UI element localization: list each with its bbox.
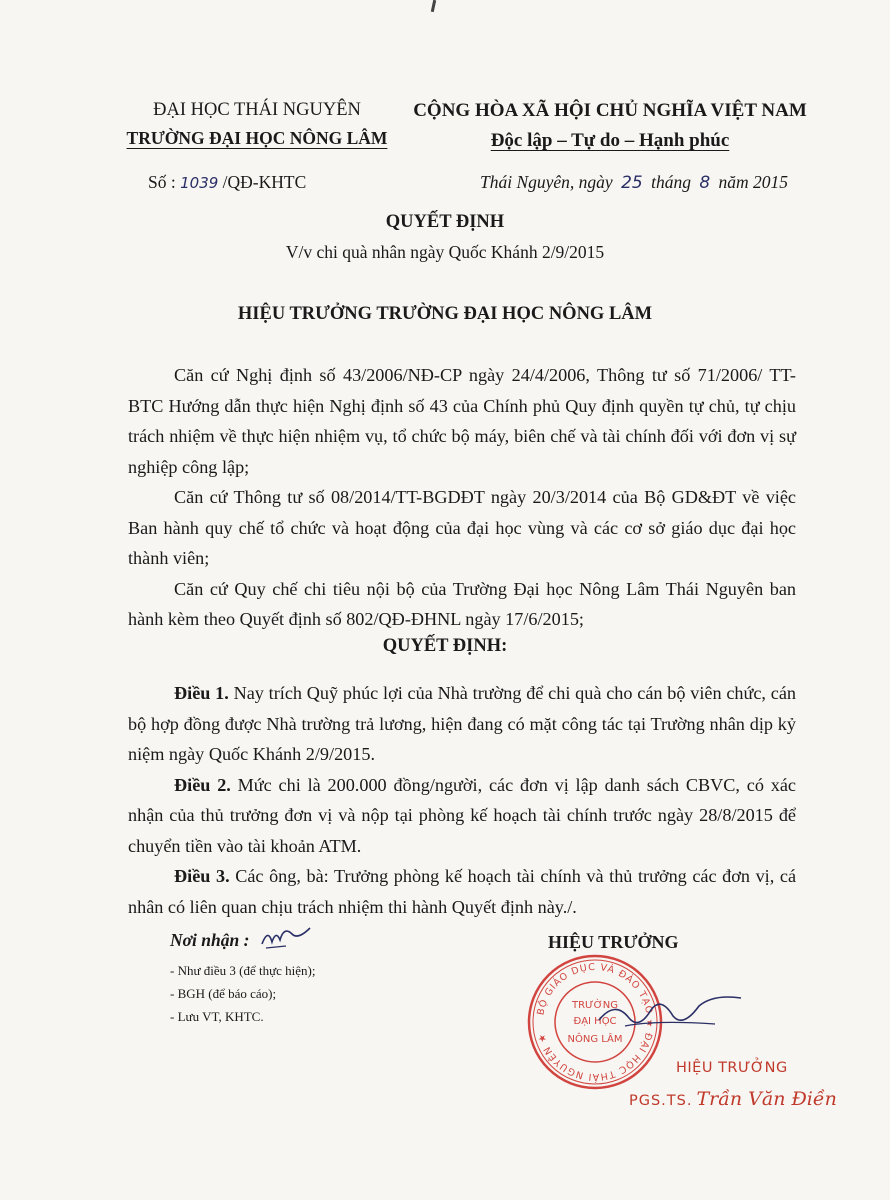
ground-paragraph: Căn cứ Quy chế chi tiêu nội bộ của Trường Đại học Nông Lâm Thái Nguyên ban hành kèm theo Quyết định số 802/QĐ-ĐHNL ngày 17/6/2015; xyxy=(128,578,796,629)
recipient-item: - Lưu VT, KHTC. xyxy=(170,1009,264,1024)
svg-text:NÔNG LÂM: NÔNG LÂM xyxy=(567,1034,623,1045)
initial-mark-icon xyxy=(258,924,314,954)
signer-title: HIỆU TRƯỞNG xyxy=(548,932,679,952)
handwritten-day: 25 xyxy=(621,173,643,193)
signer-degree: PGS.TS. xyxy=(629,1093,693,1109)
authority-heading: HIỆU TRƯỞNG TRƯỜNG ĐẠI HỌC NÔNG LÂM xyxy=(237,304,653,324)
articles xyxy=(128,678,796,922)
national-header xyxy=(400,96,820,156)
national-motto: Độc lập – Tự do – Hạnh phúc xyxy=(490,130,730,151)
recipient-item: - BGH (để báo cáo); xyxy=(170,986,277,1001)
signature-icon xyxy=(595,990,745,1040)
issuing-school: TRƯỜNG ĐẠI HỌC NÔNG LÂM xyxy=(126,128,388,148)
ground-paragraph: Căn cứ Nghị định số 43/2006/NĐ-CP ngày 24/4/2006, Thông tư số 71/2006/ TT-BTC Hướng dẫn thực hiện Nghị định số 43 của Chính phủ Quy định quyền tự chủ, tự chịu trách nhiệm về thực hiện nhiệm vụ, tổ chức bộ máy, biên chế và tài chính đối với đơn vị sự nghiệp công lập; xyxy=(128,365,796,477)
scan-mark xyxy=(431,0,436,12)
article-1: Điều 1. Nay trích Quỹ phúc lợi của Nhà trường để chi quà cho cán bộ viên chức, cán bộ hợp đồng được Nhà trường trả lương, hiện đang có mặt công tác tại Trường nhân dịp kỷ niệm ngày Quốc Khánh 2/9/2015. xyxy=(128,683,797,764)
stamp-role: HIỆU TRƯỞNG xyxy=(676,1060,788,1076)
signer-fullname: Trần Văn Điền xyxy=(696,1088,837,1110)
svg-text:BỘ GIÁO DỤC VÀ ĐÀO TẠO ★ ĐẠI H: BỘ GIÁO DỤC VÀ ĐÀO TẠO ★ ĐẠI HỌC THÁI NGUYÊN ★ xyxy=(535,961,656,1083)
handwritten-number: 1039 xyxy=(180,174,219,192)
ground-paragraph: Căn cứ Thông tư số 08/2014/TT-BGDĐT ngày 20/3/2014 của Bộ GD&ĐT về việc Ban hành quy chế tổ chức và hoạt động của đại học vùng và các cơ sở giáo dục đại học thành viên; xyxy=(128,487,796,568)
article-2: Điều 2. Mức chi là 200.000 đồng/người, các đơn vị lập danh sách CBVC, có xác nhận của thủ trưởng đơn vị và nộp tại phòng kế hoạch tài chính trước ngày 28/8/2015 để chuyển tiền vào tài khoản ATM. xyxy=(128,774,796,856)
national-title: CỘNG HÒA XÃ HỘI CHỦ NGHĨA VIỆT NAM xyxy=(413,100,807,121)
decision-subject: V/v chi quà nhân ngày Quốc Khánh 2/9/2015 xyxy=(285,242,605,262)
recipients-list xyxy=(170,959,430,1028)
issuer-header xyxy=(112,96,402,152)
signer-name xyxy=(629,1088,837,1110)
document-date: Thái Nguyên, ngày 25 tháng 8 năm 2015 xyxy=(480,172,789,193)
article-3: Điều 3. Các ông, bà: Trưởng phòng kế hoạch tài chính và thủ trưởng các đơn vị, cá nhân có liên quan chịu trách nhiệm thi hành Quyết định này./. xyxy=(128,866,797,917)
handwritten-month: 8 xyxy=(699,173,711,193)
recipients-title: Nơi nhận : xyxy=(170,930,250,950)
svg-text:TRƯỜNG: TRƯỜNG xyxy=(572,1000,618,1011)
recipient-item: - Như điều 3 (để thực hiện); xyxy=(170,963,316,978)
decides-heading: QUYẾT ĐỊNH: xyxy=(382,636,508,656)
legal-grounds xyxy=(128,360,796,635)
parent-org: ĐẠI HỌC THÁI NGUYÊN xyxy=(153,100,361,120)
svg-text:ĐẠI HỌC: ĐẠI HỌC xyxy=(573,1016,617,1027)
document-number: Số : 1039 /QĐ-KHTC xyxy=(148,172,307,192)
decision-heading: QUYẾT ĐỊNH xyxy=(385,212,505,232)
recipients-block xyxy=(170,930,430,1028)
